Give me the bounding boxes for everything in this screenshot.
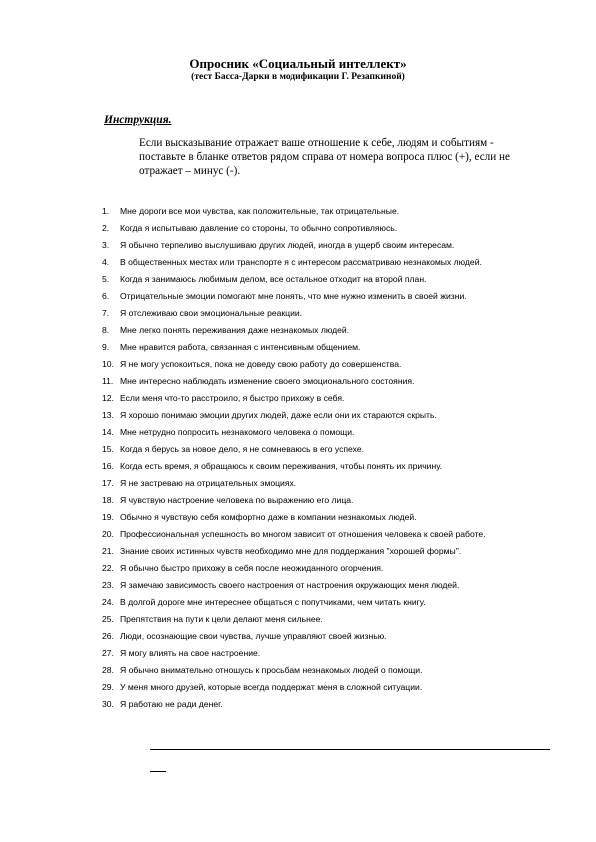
question-number: 6. xyxy=(102,290,110,301)
instruction-heading: Инструкция. xyxy=(104,114,172,126)
question-number: 18. xyxy=(102,494,114,505)
questions-list xyxy=(102,202,572,712)
question-text: Знание своих истинных чувств необходимо мне для поддержания "хорошей формы". xyxy=(120,545,462,556)
question-number: 14. xyxy=(102,426,114,437)
question-text: В долгой дороге мне интереснее общаться с попутчиками, чем читать книгу. xyxy=(120,596,426,607)
question-number: 3. xyxy=(102,239,110,250)
question-text: Когда я берусь за новое дело, я не сомневаюсь в его успехе. xyxy=(120,443,364,454)
question-text: Когда я занимаюсь любимым делом, все остальное отходит на второй план. xyxy=(120,273,427,284)
question-item xyxy=(102,440,572,457)
question-number: 10. xyxy=(102,358,114,369)
question-item xyxy=(102,219,572,236)
question-item xyxy=(102,338,572,355)
question-item xyxy=(102,661,572,678)
question-item xyxy=(102,695,572,712)
question-number: 16. xyxy=(102,460,114,471)
question-item xyxy=(102,474,572,491)
question-text: Я обычно быстро прихожу в себя после неожиданного огорчения. xyxy=(120,562,384,573)
question-text: Я чувствую настроение человека по выражению его лица. xyxy=(120,494,354,505)
question-item xyxy=(102,644,572,661)
instruction-line: отражает – минус (-). xyxy=(139,165,241,177)
question-number: 8. xyxy=(102,324,110,335)
question-text: Мне интересно наблюдать изменение своего эмоционального состояния. xyxy=(120,375,415,386)
question-item xyxy=(102,491,572,508)
question-text: Мне дороги все мои чувства, как положительные, так отрицательные. xyxy=(120,205,400,216)
question-item xyxy=(102,270,572,287)
question-text: Я работаю не ради денег. xyxy=(120,698,223,709)
question-text: Когда есть время, я обращаюсь к своим переживания, чтобы понять их причину. xyxy=(120,460,443,471)
question-text: Я могу влиять на свое настроение. xyxy=(120,647,261,658)
question-number: 24. xyxy=(102,596,114,607)
question-number: 11. xyxy=(102,375,114,386)
question-item xyxy=(102,321,572,338)
question-number: 13. xyxy=(102,409,114,420)
question-item xyxy=(102,559,572,576)
question-text: У меня много друзей, которые всегда поддержат меня в сложной ситуации. xyxy=(120,681,423,692)
question-number: 25. xyxy=(102,613,114,624)
question-item xyxy=(102,304,572,321)
question-number: 27. xyxy=(102,647,114,658)
question-number: 19. xyxy=(102,511,114,522)
question-text: Препятствия на пути к цели делают меня сильнее. xyxy=(120,613,323,624)
question-number: 2. xyxy=(102,222,110,233)
question-number: 29. xyxy=(102,681,114,692)
question-number: 7. xyxy=(102,307,110,318)
instruction-line: поставьте в бланке ответов рядом справа от номера вопроса плюс (+), если не xyxy=(139,151,510,163)
question-number: 1. xyxy=(102,205,110,216)
question-number: 30. xyxy=(102,698,114,709)
document-subtitle: (тест Басса-Дарки в модификации Г. Резапкиной) xyxy=(191,72,405,82)
question-number: 17. xyxy=(102,477,114,488)
question-item xyxy=(102,406,572,423)
question-text: Я обычно терпеливо выслушиваю других людей, иногда в ущерб своим интересам. xyxy=(120,239,455,250)
question-item xyxy=(102,287,572,304)
question-item xyxy=(102,457,572,474)
instruction-text xyxy=(139,136,559,178)
question-text: Профессиональная успешность во многом зависит от отношения человека к своей работе. xyxy=(120,528,486,539)
question-item xyxy=(102,355,572,372)
question-number: 28. xyxy=(102,664,114,675)
question-text: Когда я испытываю давление со стороны, то обычно сопротивляюсь. xyxy=(120,222,398,233)
question-item xyxy=(102,236,572,253)
question-item xyxy=(102,542,572,559)
question-number: 21. xyxy=(102,545,114,556)
question-item xyxy=(102,202,572,219)
signature-line xyxy=(150,749,550,750)
question-number: 22. xyxy=(102,562,114,573)
question-item xyxy=(102,508,572,525)
question-item xyxy=(102,389,572,406)
question-item xyxy=(102,627,572,644)
question-text: Я не могу успокоиться, пока не доведу свою работу до совершенства. xyxy=(120,358,402,369)
question-text: Отрицательные эмоции помогают мне понять, что мне нужно изменить в своей жизни. xyxy=(120,290,467,301)
question-item xyxy=(102,610,572,627)
question-item xyxy=(102,678,572,695)
question-text: Люди, осознающие свои чувства, лучше управляют своей жизнью. xyxy=(120,630,387,641)
question-text: Обычно я чувствую себя комфортно даже в компании незнакомых людей. xyxy=(120,511,417,522)
question-text: В общественных местах или транспорте я с интересом рассматриваю незнакомых людей. xyxy=(120,256,482,267)
question-number: 20. xyxy=(102,528,114,539)
question-item xyxy=(102,525,572,542)
question-text: Мне легко понять переживания даже незнакомых людей. xyxy=(120,324,350,335)
question-number: 26. xyxy=(102,630,114,641)
question-number: 9. xyxy=(102,341,110,352)
question-item xyxy=(102,253,572,270)
question-item xyxy=(102,423,572,440)
question-text: Мне нетрудно попросить незнакомого человека о помощи. xyxy=(120,426,355,437)
question-text: Если меня что-то расстроило, я быстро прихожу в себя. xyxy=(120,392,345,403)
question-item xyxy=(102,576,572,593)
question-number: 4. xyxy=(102,256,110,267)
signature-line-stub xyxy=(150,771,166,772)
question-number: 23. xyxy=(102,579,114,590)
question-number: 15. xyxy=(102,443,114,454)
question-number: 12. xyxy=(102,392,114,403)
question-text: Я обычно внимательно отношусь к просьбам незнакомых людей о помощи. xyxy=(120,664,423,675)
question-text: Я отслеживаю свои эмоциональные реакции. xyxy=(120,307,303,318)
question-text: Я замечаю зависимость своего настроения от настроения окружающих меня людей. xyxy=(120,579,460,590)
question-text: Мне нравится работа, связанная с интенсивным общением. xyxy=(120,341,361,352)
instruction-line: Если высказывание отражает ваше отношение к себе, людям и событиям - xyxy=(139,137,494,149)
question-item xyxy=(102,372,572,389)
question-number: 5. xyxy=(102,273,110,284)
question-text: Я хорошо понимаю эмоции других людей, даже если они их стараются скрыть. xyxy=(120,409,437,420)
document-title: Опросник «Социальный интеллект» xyxy=(189,56,407,71)
question-text: Я не застреваю на отрицательных эмоциях. xyxy=(120,477,297,488)
question-item xyxy=(102,593,572,610)
